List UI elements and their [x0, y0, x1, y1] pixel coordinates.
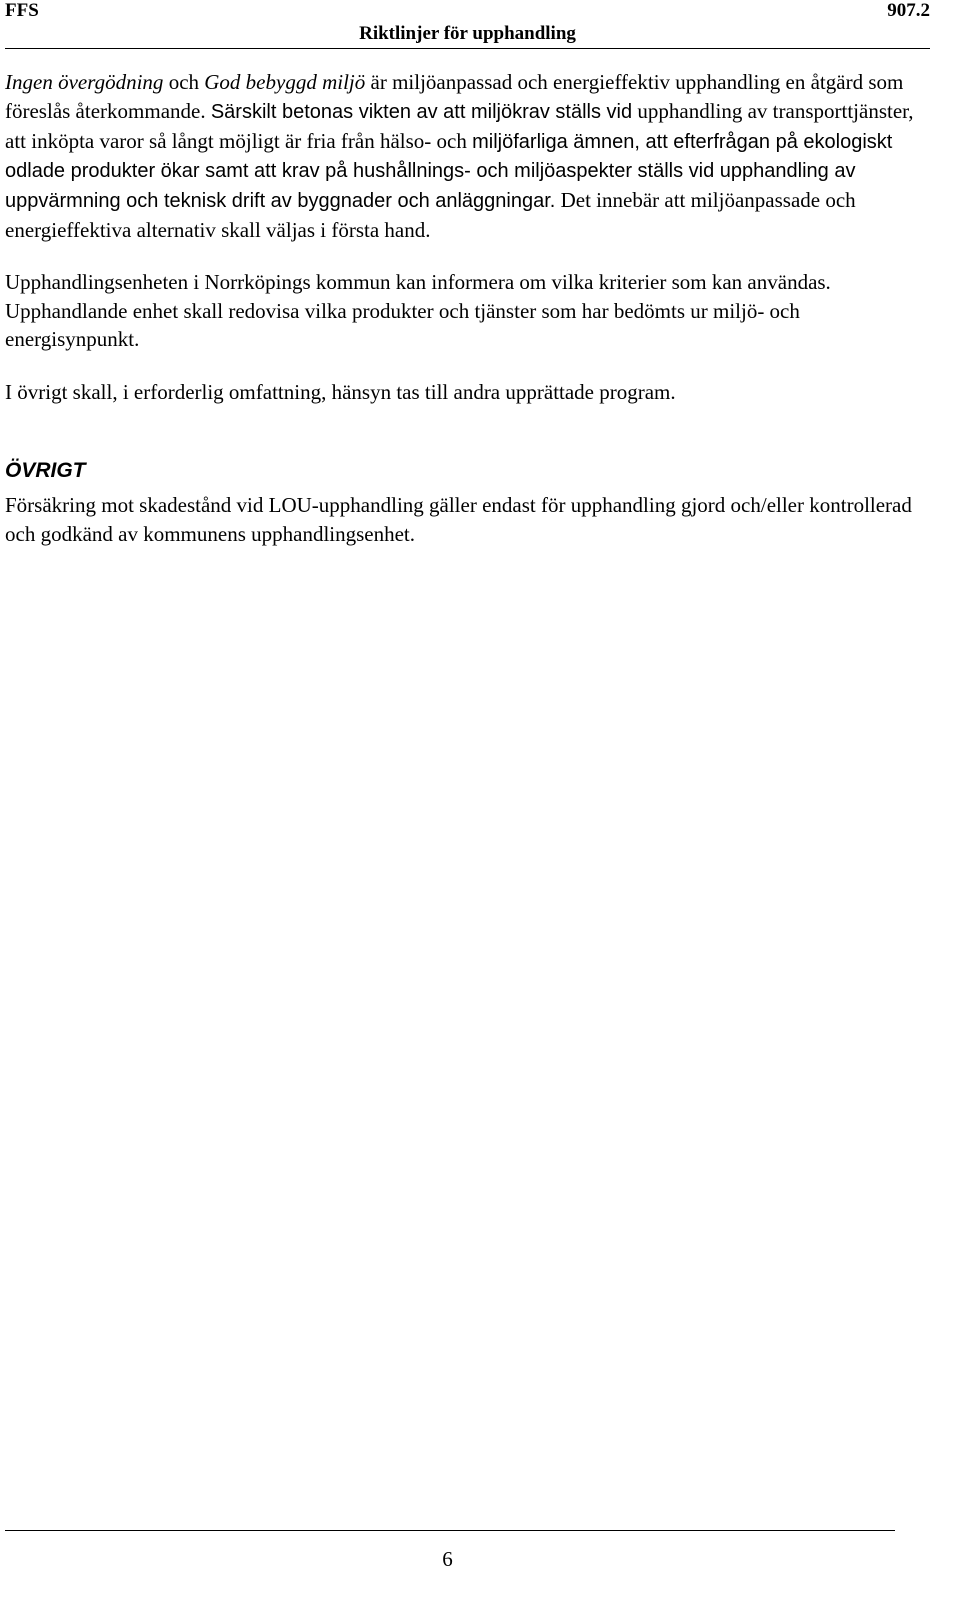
section-heading-ovrigt: ÖVRIGT [5, 458, 86, 482]
header-title: Riktlinjer för upphandling [359, 23, 576, 44]
text-segment: är miljöanpassad och energieffektiv upphandling en åtgärd som föreslås återkommande. [5, 70, 904, 123]
italic-goal-1: Ingen övergödning [5, 70, 164, 94]
paragraph-insurance: Försäkring mot skadestånd vid LOU-upphandling gäller endast för upphandling gjord och/eller kontrollerad och godkänd av kommunens upphandlingsenhet. [5, 492, 912, 546]
sans-text-segment: miljöfarliga ämnen, att efterfrågan på ekologiskt odlade produkter ökar samt att krav på hushållnings- och miljöaspekter ställs vid upphandling av uppvärmning och teknisk drift av byggnader och anläggningar. [5, 130, 893, 213]
page-number: 6 [442, 1547, 453, 1571]
header-section-number: 907.2 [887, 0, 930, 21]
sans-text-segment: Särskilt betonas vikten av att miljökrav ställs vid [210, 100, 633, 123]
paragraph-other-programs: I övrigt skall, i erforderlig omfattning, hänsyn tas till andra upprättade program. [5, 380, 676, 405]
paragraph-procurement-unit: Upphandlingsenheten i Norrköpings kommun kan informera om vilka kriterier som kan användas. Upphandlande enhet skall redovisa vilka produkter och tjänster som har bedömts ur miljö- och energisynpunkt. [5, 269, 831, 352]
page-header [5, 0, 930, 49]
header-doc-code: FFS [5, 0, 39, 21]
italic-goal-2: God bebyggd miljö [204, 70, 366, 94]
text-segment: upphandling av transporttjänster, att inköpta varor så långt möjligt är fria från hälso- och [5, 98, 914, 153]
text-segment: och [163, 70, 205, 94]
text-segment: Det innebär att miljöanpassade och energieffektiva alternativ skall väljas i första hand. [5, 188, 856, 242]
paragraph-environmental-procurement [5, 68, 927, 245]
footer-divider [5, 1530, 895, 1531]
document-body [5, 68, 927, 549]
